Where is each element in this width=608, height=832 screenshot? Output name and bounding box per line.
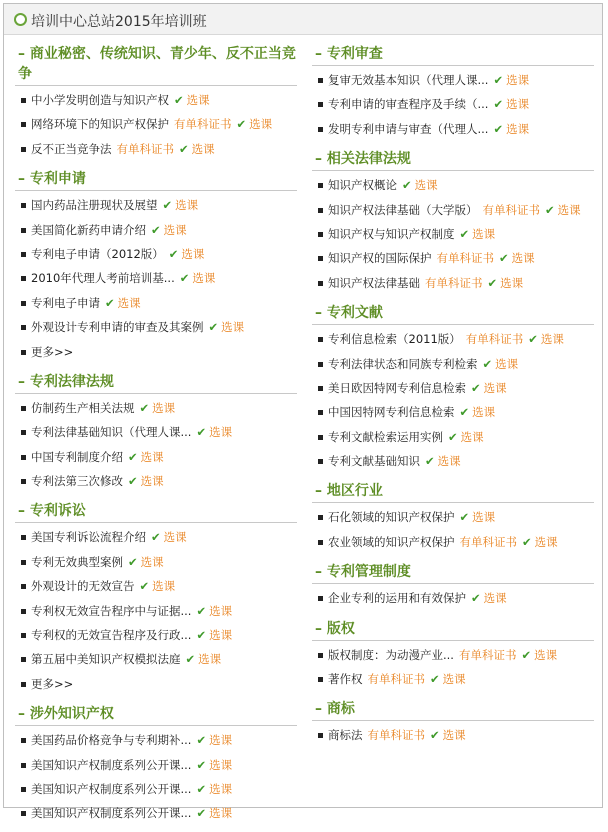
category-title xyxy=(312,147,594,171)
check-icon: ✔ xyxy=(482,356,493,371)
category-title-text: 专利诉讼 xyxy=(29,503,86,520)
collapse-dash-icon[interactable]: – xyxy=(18,503,30,520)
course-name-link[interactable]: 专利法第三次修改 xyxy=(31,474,123,489)
check-icon: ✔ xyxy=(521,647,532,662)
course-item xyxy=(15,625,297,649)
select-course-link[interactable]: 选课 xyxy=(460,429,484,444)
course-category xyxy=(15,499,297,698)
select-course-link[interactable]: 选课 xyxy=(483,380,507,395)
course-name-link[interactable]: 知识产权与知识产权制度 xyxy=(328,226,455,241)
category-title-text: 版权 xyxy=(326,620,355,637)
check-icon: ✔ xyxy=(179,141,189,156)
collapse-dash-icon[interactable]: – xyxy=(315,305,327,322)
course-name-link[interactable]: 农业领域的知识产权保护 xyxy=(328,534,455,549)
course-item xyxy=(312,427,594,451)
square-bullet-icon xyxy=(318,386,323,391)
select-course-link[interactable]: 选课 xyxy=(140,474,164,489)
select-course-link[interactable]: 选课 xyxy=(192,271,216,286)
select-course-link[interactable]: 选课 xyxy=(152,400,176,415)
select-course-link[interactable]: 选课 xyxy=(506,73,530,87)
check-icon: ✔ xyxy=(471,591,481,606)
select-course-link[interactable]: 选课 xyxy=(249,117,273,132)
square-bullet-icon xyxy=(21,98,26,103)
collapse-dash-icon[interactable]: – xyxy=(315,701,327,718)
certificate-badge: 有单科证书 xyxy=(459,534,517,549)
collapse-dash-icon[interactable]: – xyxy=(18,171,30,188)
course-category xyxy=(15,702,297,828)
collapse-dash-icon[interactable]: – xyxy=(18,46,30,62)
course-item xyxy=(312,94,594,118)
square-bullet-icon xyxy=(21,535,26,540)
select-course-link[interactable]: 选课 xyxy=(209,757,233,772)
select-course-link[interactable]: 选课 xyxy=(500,275,524,290)
course-name-link[interactable]: 中国专利制度介绍 xyxy=(31,449,123,464)
select-course-link[interactable]: 选课 xyxy=(511,251,535,266)
check-icon: ✔ xyxy=(499,251,509,266)
course-item xyxy=(15,447,297,471)
course-item xyxy=(15,317,297,341)
select-course-link[interactable]: 选课 xyxy=(506,121,530,136)
right-column xyxy=(312,42,594,754)
collapse-dash-icon[interactable]: – xyxy=(18,706,30,723)
course-name-link[interactable]: 美日欧因特网专利信息检索 xyxy=(328,380,466,395)
course-category xyxy=(312,697,594,749)
square-bullet-icon xyxy=(318,653,323,658)
course-name-link[interactable]: 中国因特网专利信息检索 xyxy=(328,405,455,420)
square-bullet-icon xyxy=(318,733,323,738)
course-name-link[interactable]: 网络环境下的知识产权保护 xyxy=(31,117,169,132)
square-bullet-icon xyxy=(21,560,26,565)
course-category xyxy=(312,301,594,475)
certificate-badge: 有单科证书 xyxy=(367,728,425,743)
course-item xyxy=(312,402,594,426)
course-name-link[interactable]: 美国专利诉讼流程介绍 xyxy=(31,530,146,545)
category-title xyxy=(312,301,594,325)
square-bullet-icon xyxy=(21,203,26,208)
course-panel xyxy=(3,3,603,821)
course-item xyxy=(312,507,594,531)
course-name-link[interactable]: 第五届中美知识产权模拟法庭 xyxy=(31,652,181,667)
square-bullet-icon xyxy=(318,102,323,107)
course-name-link[interactable]: 美国知识产权制度系列公开课... xyxy=(31,806,192,821)
select-course-link[interactable]: 选课 xyxy=(198,652,222,667)
square-bullet-icon xyxy=(318,127,323,132)
square-bullet-icon xyxy=(318,208,323,213)
square-bullet-icon xyxy=(21,252,26,257)
square-bullet-icon xyxy=(318,183,323,188)
course-name-link[interactable]: 国内药品注册现状及展望 xyxy=(31,198,158,213)
check-icon: ✔ xyxy=(459,510,470,525)
square-bullet-icon xyxy=(21,228,26,233)
select-course-link[interactable]: 选课 xyxy=(209,806,233,821)
select-course-link[interactable]: 选课 xyxy=(209,781,233,796)
square-bullet-icon xyxy=(318,410,323,415)
course-item xyxy=(15,471,297,495)
course-item xyxy=(312,532,594,556)
category-title-text: 专利管理制度 xyxy=(326,564,411,581)
course-item xyxy=(312,645,594,669)
category-title-text: 商业秘密、传统知识、青少年、反不正当竞争 xyxy=(18,46,296,82)
select-course-link[interactable]: 选课 xyxy=(483,591,507,606)
square-bullet-icon xyxy=(318,232,323,237)
course-item xyxy=(312,224,594,248)
select-course-link[interactable]: 选课 xyxy=(152,579,176,594)
panel-header xyxy=(4,4,602,35)
category-title xyxy=(312,479,594,503)
category-title-text: 专利审查 xyxy=(326,46,383,62)
select-course-link[interactable]: 选课 xyxy=(209,628,233,643)
course-item xyxy=(15,755,297,779)
course-item xyxy=(312,119,594,143)
check-icon: ✔ xyxy=(402,178,412,193)
course-item xyxy=(312,200,594,224)
course-item xyxy=(15,779,297,803)
check-icon: ✔ xyxy=(430,672,440,687)
course-name-link[interactable]: 美国知识产权制度系列公开课... xyxy=(31,757,192,772)
more-link-row xyxy=(15,342,297,366)
square-bullet-icon xyxy=(21,430,26,435)
check-icon: ✔ xyxy=(196,733,207,748)
left-column xyxy=(15,42,297,832)
square-bullet-icon xyxy=(21,122,26,127)
course-name-link[interactable]: 中小学发明创造与知识产权 xyxy=(31,93,169,107)
check-icon: ✔ xyxy=(493,97,504,112)
select-course-link[interactable]: 选课 xyxy=(442,672,466,687)
certificate-badge: 有单科证书 xyxy=(367,672,425,687)
check-icon: ✔ xyxy=(174,93,184,107)
check-icon: ✔ xyxy=(105,295,115,310)
course-category xyxy=(312,617,594,694)
square-bullet-icon xyxy=(318,362,323,367)
collapse-dash-icon[interactable]: – xyxy=(315,483,327,500)
course-name-link[interactable]: 仿制药生产相关法规 xyxy=(31,400,135,415)
check-icon: ✔ xyxy=(459,226,470,241)
category-title xyxy=(312,560,594,584)
check-icon: ✔ xyxy=(471,380,481,395)
check-icon: ✔ xyxy=(236,117,247,132)
circle-bullet-icon xyxy=(14,13,27,26)
course-item xyxy=(312,451,594,475)
course-item xyxy=(15,139,297,163)
select-course-link[interactable]: 选课 xyxy=(221,320,245,335)
select-course-link[interactable]: 选课 xyxy=(186,93,210,107)
course-category xyxy=(15,167,297,366)
check-icon: ✔ xyxy=(208,320,219,335)
course-name-link[interactable]: 专利文献基础知识 xyxy=(328,454,420,469)
select-course-link[interactable]: 选课 xyxy=(472,405,496,420)
check-icon: ✔ xyxy=(128,474,138,489)
select-course-link[interactable]: 选课 xyxy=(140,449,164,464)
square-bullet-icon xyxy=(21,657,26,662)
course-name-link[interactable]: 专利文献检索运用实例 xyxy=(328,429,443,444)
select-course-link[interactable]: 选课 xyxy=(472,510,496,525)
course-item xyxy=(15,195,297,219)
course-name-link[interactable]: 专利信息检索（2011版） xyxy=(328,332,461,347)
select-course-link[interactable]: 选课 xyxy=(181,246,205,261)
course-item xyxy=(15,244,297,268)
course-name-link[interactable]: 专利申请的审查程序及手续（... xyxy=(328,97,489,112)
select-course-link[interactable]: 选课 xyxy=(437,454,461,469)
select-course-link[interactable]: 选课 xyxy=(442,728,466,743)
certificate-badge: 有单科证书 xyxy=(465,332,524,347)
select-course-link[interactable]: 选课 xyxy=(209,603,233,618)
category-title-text: 地区行业 xyxy=(326,483,383,500)
check-icon: ✔ xyxy=(459,405,470,420)
check-icon: ✔ xyxy=(128,554,138,569)
select-course-link[interactable]: 选课 xyxy=(163,530,187,545)
course-item xyxy=(15,422,297,446)
course-category xyxy=(312,479,594,556)
square-bullet-icon xyxy=(318,540,323,545)
square-bullet-icon xyxy=(318,435,323,440)
check-icon: ✔ xyxy=(493,73,504,87)
course-name-link[interactable]: 专利电子申请（2012版） xyxy=(31,246,164,261)
square-bullet-icon xyxy=(318,459,323,464)
course-item xyxy=(15,730,297,754)
course-name-link[interactable]: 专利无效典型案例 xyxy=(31,554,123,569)
course-name-link[interactable]: 美国药品价格竞争与专利期补... xyxy=(31,733,192,748)
category-title xyxy=(15,167,297,191)
square-bullet-icon xyxy=(21,633,26,638)
category-title xyxy=(312,617,594,641)
select-course-link[interactable]: 选课 xyxy=(209,733,233,748)
check-icon: ✔ xyxy=(487,275,498,290)
collapse-dash-icon[interactable]: – xyxy=(315,46,327,62)
course-name-link[interactable]: 外观设计专利申请的审查及其案例 xyxy=(31,320,204,335)
category-title-text: 涉外知识产权 xyxy=(29,706,114,723)
check-icon: ✔ xyxy=(128,449,138,464)
course-name-link[interactable]: 发明专利申请与审查（代理人... xyxy=(328,121,489,136)
check-icon: ✔ xyxy=(425,454,435,469)
course-name-link[interactable]: 著作权 xyxy=(328,672,363,687)
check-icon: ✔ xyxy=(162,198,173,213)
course-item xyxy=(15,649,297,673)
select-course-link[interactable]: 选课 xyxy=(534,647,558,662)
check-icon: ✔ xyxy=(185,652,196,667)
course-item xyxy=(312,588,594,612)
collapse-dash-icon[interactable]: – xyxy=(18,373,30,390)
square-bullet-icon xyxy=(21,301,26,306)
select-course-link[interactable]: 选课 xyxy=(540,332,564,347)
select-course-link[interactable]: 选课 xyxy=(117,295,141,310)
collapse-dash-icon[interactable]: – xyxy=(315,564,327,581)
category-title xyxy=(15,499,297,523)
square-bullet-icon xyxy=(21,479,26,484)
square-bullet-icon xyxy=(21,738,26,743)
category-title xyxy=(15,42,297,86)
check-icon: ✔ xyxy=(196,425,207,440)
certificate-badge: 有单科证书 xyxy=(425,275,483,290)
course-category xyxy=(312,42,594,143)
course-name-link[interactable]: 知识产权法律基础（大学版） xyxy=(328,202,478,217)
square-bullet-icon xyxy=(318,78,323,83)
course-item xyxy=(15,114,297,138)
square-bullet-icon xyxy=(21,325,26,330)
course-category xyxy=(312,560,594,612)
check-icon: ✔ xyxy=(493,121,504,136)
course-item xyxy=(312,725,594,749)
select-course-link[interactable]: 选课 xyxy=(191,141,215,156)
course-item xyxy=(15,601,297,625)
course-name-link[interactable]: 2010年代理人考前培训基... xyxy=(31,271,175,286)
select-course-link[interactable]: 选课 xyxy=(506,97,530,112)
check-icon: ✔ xyxy=(151,222,161,237)
select-course-link[interactable]: 选课 xyxy=(534,534,558,549)
course-name-link[interactable]: 外观设计的无效宣告 xyxy=(31,579,135,594)
course-item xyxy=(15,576,297,600)
course-name-link[interactable]: 专利电子申请 xyxy=(31,295,100,310)
course-name-link[interactable]: 知识产权的国际保护 xyxy=(328,251,432,266)
category-title-text: 专利文献 xyxy=(326,305,383,322)
select-course-link[interactable]: 选课 xyxy=(414,178,438,193)
square-bullet-icon xyxy=(318,256,323,261)
course-name-link[interactable]: 知识产权概论 xyxy=(328,178,397,193)
check-icon: ✔ xyxy=(430,728,440,743)
select-course-link[interactable]: 选课 xyxy=(472,226,496,241)
square-bullet-icon xyxy=(318,337,323,342)
course-item xyxy=(312,329,594,353)
course-item xyxy=(312,248,594,272)
course-item xyxy=(15,527,297,551)
certificate-badge: 有单科证书 xyxy=(436,251,494,266)
course-item xyxy=(15,803,297,827)
course-name-link[interactable]: 复审无效基本知识（代理人课... xyxy=(328,73,489,87)
course-name-link[interactable]: 石化领域的知识产权保护 xyxy=(328,510,455,525)
select-course-link[interactable]: 选课 xyxy=(557,202,581,217)
square-bullet-icon xyxy=(21,811,26,816)
square-bullet-icon xyxy=(21,584,26,589)
square-bullet-icon xyxy=(21,406,26,411)
check-icon: ✔ xyxy=(196,806,207,821)
square-bullet-icon xyxy=(21,787,26,792)
square-bullet-icon xyxy=(318,281,323,286)
panel-title: 培训中心总站2015年培训班 xyxy=(31,14,207,30)
more-link[interactable]: 更多>> xyxy=(31,344,74,359)
category-title xyxy=(15,702,297,726)
select-course-link[interactable]: 选课 xyxy=(209,425,233,440)
course-item xyxy=(312,70,594,94)
select-course-link[interactable]: 选课 xyxy=(140,554,164,569)
check-icon: ✔ xyxy=(151,530,161,545)
check-icon: ✔ xyxy=(528,332,538,347)
category-title-text: 商标 xyxy=(326,701,355,718)
course-name-link[interactable]: 企业专利的运用和有效保护 xyxy=(328,591,466,606)
course-name-link[interactable]: 专利法律状态和同族专利检索 xyxy=(328,356,478,371)
check-icon: ✔ xyxy=(448,429,458,444)
course-name-link[interactable]: 版权制度：为动漫产业... xyxy=(328,647,454,662)
certificate-badge: 有单科证书 xyxy=(482,202,540,217)
course-item xyxy=(15,90,297,114)
square-bullet-icon xyxy=(318,596,323,601)
course-item xyxy=(312,669,594,693)
check-icon: ✔ xyxy=(139,400,150,415)
check-icon: ✔ xyxy=(139,579,150,594)
category-title-text: 相关法律法规 xyxy=(326,151,411,168)
check-icon: ✔ xyxy=(545,202,555,217)
course-name-link[interactable]: 商标法 xyxy=(328,728,363,743)
select-course-link[interactable]: 选课 xyxy=(163,222,187,237)
square-bullet-icon xyxy=(21,763,26,768)
collapse-dash-icon[interactable]: – xyxy=(315,151,327,168)
course-item xyxy=(312,175,594,199)
course-name-link[interactable]: 专利法律基础知识（代理人课... xyxy=(31,425,192,440)
more-link-row xyxy=(15,674,297,698)
certificate-badge: 有单科证书 xyxy=(458,647,517,662)
check-icon: ✔ xyxy=(522,534,532,549)
course-name-link[interactable]: 反不正当竞争法 xyxy=(31,141,112,156)
course-name-link[interactable]: 美国简化新药申请介绍 xyxy=(31,222,146,237)
course-name-link[interactable]: 专利权的无效宣告程序及行政... xyxy=(31,628,192,643)
square-bullet-icon xyxy=(318,677,323,682)
check-icon: ✔ xyxy=(179,271,190,286)
square-bullet-icon xyxy=(21,609,26,614)
course-item xyxy=(312,273,594,297)
course-category xyxy=(15,42,297,163)
more-link[interactable]: 更多>> xyxy=(31,676,74,691)
check-icon: ✔ xyxy=(196,628,207,643)
square-bullet-icon xyxy=(21,147,26,152)
course-name-link[interactable]: 专利权无效宣告程序中与证据... xyxy=(31,603,192,618)
collapse-dash-icon[interactable]: – xyxy=(315,620,327,637)
square-bullet-icon xyxy=(21,682,26,687)
course-item xyxy=(312,378,594,402)
certificate-badge: 有单科证书 xyxy=(174,117,232,132)
check-icon: ✔ xyxy=(168,246,179,261)
check-icon: ✔ xyxy=(196,781,207,796)
category-title xyxy=(15,370,297,394)
course-item xyxy=(15,293,297,317)
course-name-link[interactable]: 知识产权法律基础 xyxy=(328,275,420,290)
category-title xyxy=(312,42,594,66)
course-item xyxy=(15,398,297,422)
select-course-link[interactable]: 选课 xyxy=(495,356,519,371)
select-course-link[interactable]: 选课 xyxy=(175,198,199,213)
square-bullet-icon xyxy=(21,350,26,355)
category-title xyxy=(312,697,594,721)
check-icon: ✔ xyxy=(196,757,207,772)
course-category xyxy=(312,147,594,297)
category-title-text: 专利申请 xyxy=(29,171,86,188)
certificate-badge: 有单科证书 xyxy=(116,141,174,156)
course-name-link[interactable]: 美国知识产权制度系列公开课... xyxy=(31,781,192,796)
course-item xyxy=(15,220,297,244)
square-bullet-icon xyxy=(21,276,26,281)
check-icon: ✔ xyxy=(196,603,207,618)
square-bullet-icon xyxy=(318,515,323,520)
square-bullet-icon xyxy=(21,455,26,460)
course-item xyxy=(15,268,297,292)
course-item xyxy=(15,552,297,576)
course-category xyxy=(15,370,297,496)
category-title-text: 专利法律法规 xyxy=(29,373,114,390)
course-item xyxy=(312,354,594,378)
